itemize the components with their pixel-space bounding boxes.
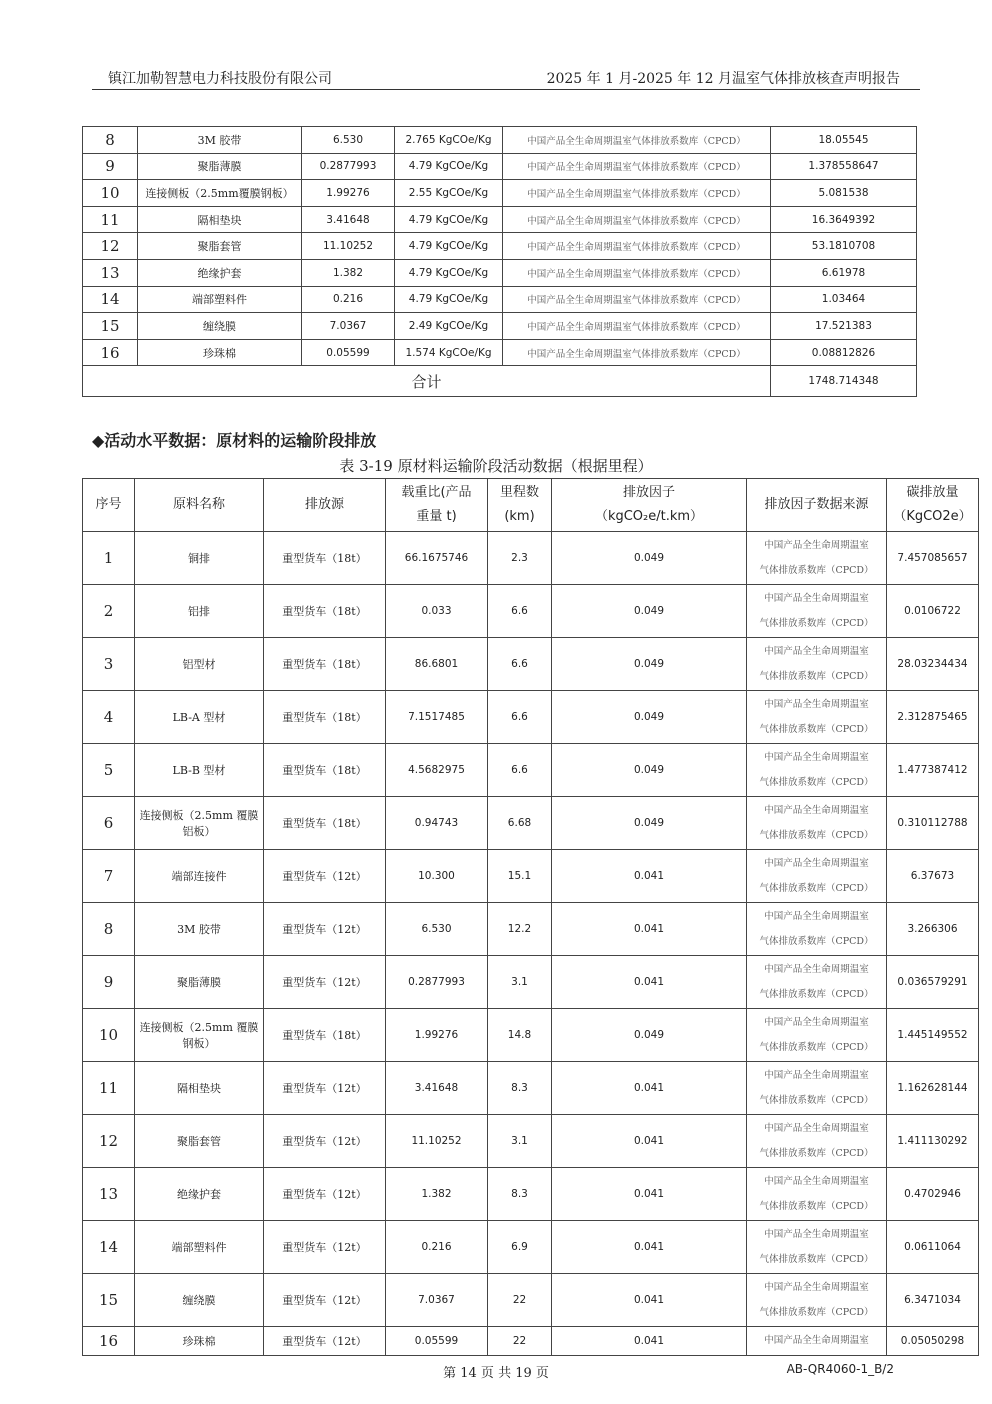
load-weight: 0.033 [386,585,488,638]
row-number: 9 [83,956,135,1009]
factor-data-source: 中国产品全生命周期温室 气体排放系数库（CPCD） [747,1062,887,1115]
factor-data-source: 中国产品全生命周期温室 气体排放系数库（CPCD） [747,1168,887,1221]
row-number: 10 [83,180,138,207]
carbon-emission: 6.3471034 [887,1274,979,1327]
row-number: 5 [83,744,135,797]
emission-factor: 0.041 [552,1327,747,1356]
factor-source: 中国产品全生命周期温室气体排放系数库（CPCD） [503,339,771,366]
carbon-emission: 1.162628144 [887,1062,979,1115]
material-quantity: 0.216 [302,286,395,313]
material-name: 隔相垫块 [135,1062,264,1115]
factor-data-source: 中国产品全生命周期温室 气体排放系数库（CPCD） [747,956,887,1009]
emission-value: 5.081538 [771,180,917,207]
row-number: 6 [83,797,135,850]
header-divider [92,89,920,90]
row-number: 8 [83,127,138,154]
material-quantity: 3.41648 [302,206,395,233]
load-weight: 7.0367 [386,1274,488,1327]
section-title: ◆活动水平数据：原材料的运输阶段排放 [92,431,377,450]
row-number: 14 [83,286,138,313]
table-row [83,286,917,313]
distance: 14.8 [488,1009,552,1062]
row-number: 10 [83,1009,135,1062]
row-number: 3 [83,638,135,691]
factor-data-source: 中国产品全生命周期温室 气体排放系数库（CPCD） [747,1009,887,1062]
emission-factor: 0.041 [552,1221,747,1274]
emission-factor: 4.79 KgCOe/Kg [395,259,503,286]
emission-source: 重型货车（18t） [264,1009,386,1062]
material-quantity: 7.0367 [302,313,395,340]
carbon-emission: 0.310112788 [887,797,979,850]
report-title: 2025 年 1 月-2025 年 12 月温室气体排放核查声明报告 [546,71,900,87]
load-weight: 3.41648 [386,1062,488,1115]
row-number: 11 [83,206,138,233]
emission-source: 重型货车（12t） [264,1274,386,1327]
emission-factor: 0.049 [552,638,747,691]
factor-source: 中国产品全生命周期温室气体排放系数库（CPCD） [503,313,771,340]
carbon-emission: 0.0611064 [887,1221,979,1274]
emission-factor: 4.79 KgCOe/Kg [395,153,503,180]
factor-source: 中国产品全生命周期温室气体排放系数库（CPCD） [503,153,771,180]
table-row [83,585,979,638]
material-name: 3M 胶带 [135,903,264,956]
distance: 22 [488,1274,552,1327]
table-row [83,127,917,154]
header-factor: 排放因子 （kgCO₂e/t.km） [552,479,747,532]
row-number: 13 [83,1168,135,1221]
table-row [83,339,917,366]
factor-data-source: 中国产品全生命周期温室 气体排放系数库（CPCD） [747,1221,887,1274]
carbon-emission: 0.036579291 [887,956,979,1009]
carbon-emission: 7.457085657 [887,532,979,585]
material-name: 端部塑料件 [138,286,302,313]
carbon-emission: 1.411130292 [887,1115,979,1168]
carbon-emission: 0.0106722 [887,585,979,638]
emission-source: 重型货车（12t） [264,1115,386,1168]
row-number: 11 [83,1062,135,1115]
emission-factor: 0.041 [552,1062,747,1115]
emission-factor: 4.79 KgCOe/Kg [395,233,503,260]
emission-factor: 0.041 [552,956,747,1009]
load-weight: 11.10252 [386,1115,488,1168]
material-name: 端部连接件 [135,850,264,903]
distance: 2.3 [488,532,552,585]
table-row [83,956,979,1009]
factor-source: 中国产品全生命周期温室气体排放系数库（CPCD） [503,233,771,260]
factor-data-source: 中国产品全生命周期温室 气体排放系数库（CPCD） [747,1274,887,1327]
load-weight: 4.5682975 [386,744,488,797]
transport-activity-table [82,478,979,1356]
emission-source: 重型货车（18t） [264,744,386,797]
table-row [83,153,917,180]
row-number: 12 [83,1115,135,1168]
carbon-emission: 0.05050298 [887,1327,979,1356]
factor-source: 中国产品全生命周期温室气体排放系数库（CPCD） [503,286,771,313]
load-weight: 10.300 [386,850,488,903]
distance: 3.1 [488,1115,552,1168]
emission-factor: 2.55 KgCOe/Kg [395,180,503,207]
factor-data-source: 中国产品全生命周期温室 气体排放系数库（CPCD） [747,744,887,797]
material-name: 聚脂套管 [135,1115,264,1168]
distance: 22 [488,1327,552,1356]
load-weight: 7.1517485 [386,691,488,744]
emission-factor: 0.041 [552,1168,747,1221]
table-row [83,180,917,207]
table-row [83,1327,979,1356]
material-name: 聚脂套管 [138,233,302,260]
document-code: AB-QR4060-1_B/2 [786,1362,894,1376]
table-header-row [83,479,979,532]
carbon-emission: 6.37673 [887,850,979,903]
carbon-emission: 1.445149552 [887,1009,979,1062]
distance: 6.68 [488,797,552,850]
distance: 6.6 [488,585,552,638]
emission-factor: 0.041 [552,850,747,903]
table-row [83,206,917,233]
material-name: 隔相垫块 [138,206,302,233]
factor-source: 中国产品全生命周期温室气体排放系数库（CPCD） [503,180,771,207]
distance: 8.3 [488,1062,552,1115]
distance: 6.9 [488,1221,552,1274]
distance: 15.1 [488,850,552,903]
carbon-emission: 2.312875465 [887,691,979,744]
emission-source: 重型货车（12t） [264,903,386,956]
emission-factor: 0.049 [552,532,747,585]
carbon-emission: 0.4702946 [887,1168,979,1221]
emission-value: 6.61978 [771,259,917,286]
load-weight: 0.94743 [386,797,488,850]
material-name: 缠绕膜 [135,1274,264,1327]
factor-data-source: 中国产品全生命周期温室 气体排放系数库（CPCD） [747,903,887,956]
material-name: 绝缘护套 [135,1168,264,1221]
distance: 3.1 [488,956,552,1009]
row-number: 15 [83,313,138,340]
material-emission-table [82,126,917,397]
table-row [83,1062,979,1115]
factor-data-source: 中国产品全生命周期温室 气体排放系数库（CPCD） [747,691,887,744]
emission-factor: 0.049 [552,797,747,850]
factor-data-source: 中国产品全生命周期温室 气体排放系数库（CPCD） [747,797,887,850]
distance: 6.6 [488,744,552,797]
emission-value: 53.1810708 [771,233,917,260]
emission-value: 16.3649392 [771,206,917,233]
material-name: 绝缘护套 [138,259,302,286]
table-row [83,259,917,286]
material-name: 连接侧板（2.5mm 覆膜铝板） [135,797,264,850]
table-row [83,532,979,585]
distance: 6.6 [488,638,552,691]
emission-source: 重型货车（12t） [264,850,386,903]
material-name: 连接侧板（2.5mm 覆膜钢板） [135,1009,264,1062]
emission-source: 重型货车（18t） [264,585,386,638]
material-name: 珍珠棉 [135,1327,264,1356]
table-caption: 表 3-19 原材料运输阶段活动数据（根据里程） [339,457,653,475]
emission-factor: 1.574 KgCOe/Kg [395,339,503,366]
table-row [83,797,979,850]
material-name: 珍珠棉 [138,339,302,366]
emission-factor: 0.049 [552,744,747,797]
company-name: 镇江加勒智慧电力科技股份有限公司 [108,71,332,87]
carbon-emission: 3.266306 [887,903,979,956]
emission-value: 1.378558647 [771,153,917,180]
material-quantity: 11.10252 [302,233,395,260]
table-row [83,1168,979,1221]
emission-factor: 0.049 [552,585,747,638]
load-weight: 1.99276 [386,1009,488,1062]
emission-value: 18.05545 [771,127,917,154]
total-label: 合计 [83,366,771,397]
table-row [83,850,979,903]
load-weight: 0.2877993 [386,956,488,1009]
material-name: 铜排 [135,532,264,585]
factor-data-source: 中国产品全生命周期温室 气体排放系数库（CPCD） [747,532,887,585]
factor-data-source: 中国产品全生命周期温室 [747,1327,887,1356]
factor-source: 中国产品全生命周期温室气体排放系数库（CPCD） [503,127,771,154]
table-row [83,1274,979,1327]
emission-source: 重型货车（12t） [264,1221,386,1274]
emission-factor: 2.765 KgCOe/Kg [395,127,503,154]
row-number: 15 [83,1274,135,1327]
factor-data-source: 中国产品全生命周期温室 气体排放系数库（CPCD） [747,850,887,903]
distance: 6.6 [488,691,552,744]
header-distance: 里程数 (km) [488,479,552,532]
emission-source: 重型货车（18t） [264,532,386,585]
emission-factor: 0.049 [552,1009,747,1062]
material-quantity: 1.382 [302,259,395,286]
emission-value: 1.03464 [771,286,917,313]
material-name: 3M 胶带 [138,127,302,154]
row-number: 16 [83,339,138,366]
table-row [83,691,979,744]
emission-source: 重型货车（18t） [264,691,386,744]
table-row [83,638,979,691]
load-weight: 1.382 [386,1168,488,1221]
row-number: 4 [83,691,135,744]
material-name: 端部塑料件 [135,1221,264,1274]
emission-value: 0.08812826 [771,339,917,366]
emission-factor: 0.041 [552,1274,747,1327]
emission-factor: 4.79 KgCOe/Kg [395,206,503,233]
total-value: 1748.714348 [771,366,917,397]
row-number: 12 [83,233,138,260]
row-number: 14 [83,1221,135,1274]
material-name: 铝排 [135,585,264,638]
page-number: 第 14 页 共 19 页 [443,1366,549,1381]
total-row [83,366,917,397]
material-name: LB-B 型材 [135,744,264,797]
load-weight: 86.6801 [386,638,488,691]
material-name: 聚脂薄膜 [138,153,302,180]
row-number: 7 [83,850,135,903]
material-quantity: 0.2877993 [302,153,395,180]
table-row [83,744,979,797]
header-name: 原料名称 [135,479,264,532]
factor-data-source: 中国产品全生命周期温室 气体排放系数库（CPCD） [747,585,887,638]
row-number: 8 [83,903,135,956]
header-no: 序号 [83,479,135,532]
emission-factor: 0.049 [552,691,747,744]
load-weight: 0.05599 [386,1327,488,1356]
emission-factor: 2.49 KgCOe/Kg [395,313,503,340]
load-weight: 0.216 [386,1221,488,1274]
emission-factor: 0.041 [552,1115,747,1168]
table-row [83,1221,979,1274]
emission-factor: 0.041 [552,903,747,956]
emission-source: 重型货车（12t） [264,1327,386,1356]
table-row [83,1009,979,1062]
row-number: 1 [83,532,135,585]
row-number: 9 [83,153,138,180]
material-name: LB-A 型材 [135,691,264,744]
emission-source: 重型货车（18t） [264,797,386,850]
material-name: 聚脂薄膜 [135,956,264,1009]
header-weight: 载重比(产品 重量 t) [386,479,488,532]
carbon-emission: 1.477387412 [887,744,979,797]
table-row [83,903,979,956]
material-name: 铝型材 [135,638,264,691]
carbon-emission: 28.03234434 [887,638,979,691]
table-row [83,233,917,260]
row-number: 13 [83,259,138,286]
header-source: 排放源 [264,479,386,532]
factor-source: 中国产品全生命周期温室气体排放系数库（CPCD） [503,259,771,286]
material-quantity: 0.05599 [302,339,395,366]
emission-source: 重型货车（12t） [264,1168,386,1221]
table-row [83,313,917,340]
material-quantity: 1.99276 [302,180,395,207]
header-data-source: 排放因子数据来源 [747,479,887,532]
emission-value: 17.521383 [771,313,917,340]
factor-data-source: 中国产品全生命周期温室 气体排放系数库（CPCD） [747,1115,887,1168]
load-weight: 66.1675746 [386,532,488,585]
material-quantity: 6.530 [302,127,395,154]
factor-source: 中国产品全生命周期温室气体排放系数库（CPCD） [503,206,771,233]
distance: 8.3 [488,1168,552,1221]
header-emission: 碳排放量 （KgCO2e） [887,479,979,532]
material-name: 缠绕膜 [138,313,302,340]
emission-source: 重型货车（18t） [264,638,386,691]
distance: 12.2 [488,903,552,956]
factor-data-source: 中国产品全生命周期温室 气体排放系数库（CPCD） [747,638,887,691]
row-number: 2 [83,585,135,638]
emission-source: 重型货车（12t） [264,956,386,1009]
emission-factor: 4.79 KgCOe/Kg [395,286,503,313]
material-name: 连接侧板（2.5mm覆膜钢板） [138,180,302,207]
load-weight: 6.530 [386,903,488,956]
emission-source: 重型货车（12t） [264,1062,386,1115]
row-number: 16 [83,1327,135,1356]
table-row [83,1115,979,1168]
